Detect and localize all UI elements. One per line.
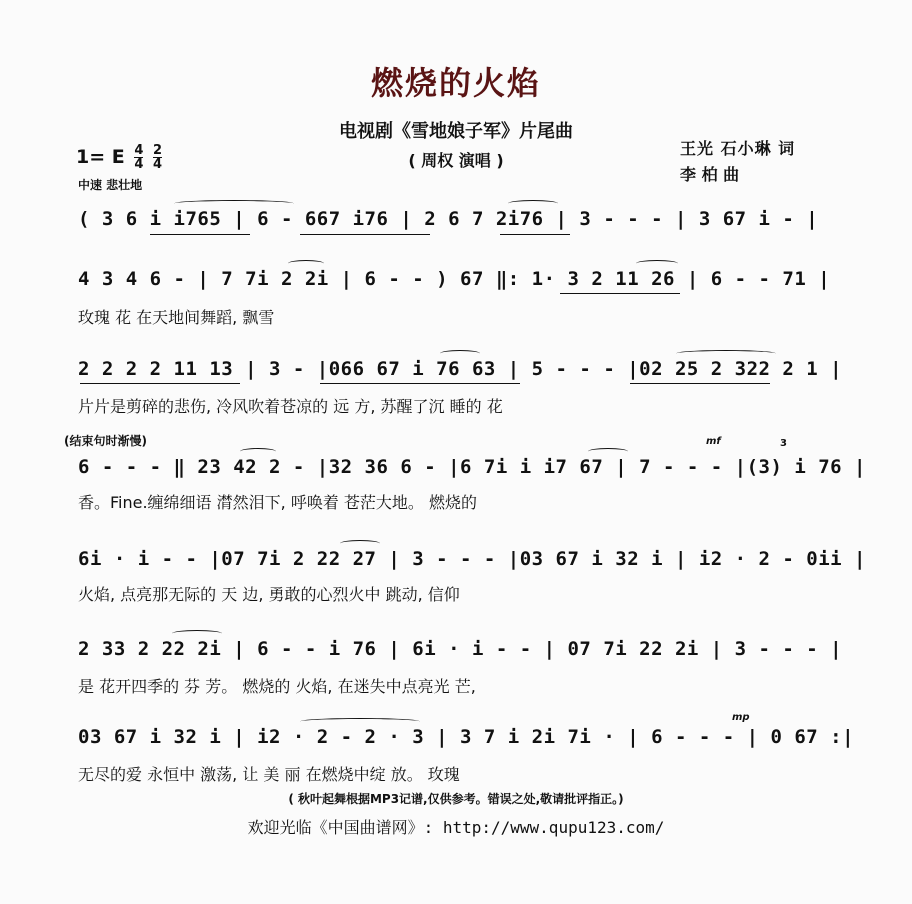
song-title: 燃烧的火焰 bbox=[370, 64, 541, 102]
notation-line-1: ( 3 6 i i765 | 6 - 667 i76 | 2 6 7 2i76 | 3 - - - | 3 67 i - | bbox=[78, 208, 819, 230]
slur bbox=[676, 350, 776, 357]
beam-line bbox=[80, 383, 240, 384]
triplet-mark: 3 bbox=[780, 438, 787, 449]
beam-line bbox=[500, 234, 570, 235]
notation-line-5: 6i · i - - |07 7i 2 22 27 | 3 - - - |03 67 i 32 i | i2 · 2 - 0ii | bbox=[78, 548, 866, 570]
singer-credit: ( 周权 演唱 ) bbox=[408, 151, 504, 170]
website-welcome: 欢迎光临《中国曲谱网》: http://www.qupu123.com/ bbox=[247, 818, 665, 837]
beam-line bbox=[560, 293, 680, 294]
lyricist-credit: 王光 石小琳 词 bbox=[680, 139, 796, 158]
composer-credit: 李 柏 曲 bbox=[680, 165, 740, 184]
lyric-line-5: 火焰, 点亮那无际的 天 边, 勇敢的心烈火中 跳动, 信仰 bbox=[78, 585, 460, 604]
lyric-line-2: 玫瑰 花 在天地间舞蹈, 飘雪 bbox=[78, 308, 275, 327]
beam-line bbox=[300, 234, 430, 235]
slur bbox=[588, 448, 628, 455]
transcription-note: ( 秋叶起舞根据MP3记谱,仅供参考。错误之处,敬请批评指正。) bbox=[288, 792, 624, 806]
slur bbox=[240, 448, 276, 455]
time1-bottom: 4 bbox=[134, 157, 144, 172]
slur bbox=[300, 718, 420, 725]
dynamic-mp: mp bbox=[732, 712, 750, 723]
slur bbox=[440, 350, 480, 357]
time2-top: 2 bbox=[153, 143, 163, 158]
slur bbox=[172, 630, 222, 637]
dynamic-mf: mf bbox=[706, 436, 721, 447]
key-signature bbox=[76, 144, 162, 171]
lyric-line-7: 无尽的爱 永恒中 激荡, 让 美 丽 在燃烧中绽 放。 玫瑰 bbox=[78, 765, 460, 784]
slur bbox=[508, 200, 558, 207]
notation-line-7: 03 67 i 32 i | i2 · 2 - 2 · 3 | 3 7 i 2i 7i · | 6 - - - | 0 67 :| bbox=[78, 726, 855, 748]
notation-line-6: 2 33 2 22 2i | 6 - - i 76 | 6i · i - - | 07 7i 22 2i | 3 - - - | bbox=[78, 638, 843, 660]
lyric-line-3: 片片是剪碎的悲伤, 冷风吹着苍凉的 远 方, 苏醒了沉 睡的 花 bbox=[78, 397, 503, 416]
time1-top: 4 bbox=[134, 143, 144, 158]
key-label: 1= E bbox=[76, 146, 125, 168]
notation-line-4: 6 - - - ‖ 23 42 2 - |32 36 6 - |6 7i i i7 67 | 7 - - - |(3) i 76 | bbox=[78, 456, 866, 478]
slur bbox=[636, 260, 678, 267]
tempo-marking: 中速 悲壮地 bbox=[78, 178, 143, 192]
notation-line-3: 2 2 2 2 11 13 | 3 - |066 67 i 76 63 | 5 - - - |02 25 2 322 2 1 | bbox=[78, 358, 843, 380]
notation-line-2: 4 3 4 6 - | 7 7i 2 2i | 6 - - ) 67 ‖: 1· 3 2 11 26 | 6 - - 71 | bbox=[78, 268, 831, 290]
slur bbox=[288, 260, 324, 267]
lyric-line-4: 香。Fine.缠绵细语 潸然泪下, 呼唤着 苍茫大地。 燃烧的 bbox=[78, 493, 477, 512]
time-signature-1 bbox=[134, 144, 143, 171]
lyric-line-6: 是 花开四季的 芬 芳。 燃烧的 火焰, 在迷失中点亮光 芒, bbox=[78, 677, 476, 696]
time-signature-2 bbox=[153, 144, 162, 171]
slur bbox=[340, 540, 380, 547]
beam-line bbox=[630, 383, 770, 384]
ending-annotation: (结束句时渐慢) bbox=[64, 434, 147, 448]
beam-line bbox=[320, 383, 520, 384]
slur bbox=[174, 200, 294, 207]
time2-bottom: 4 bbox=[153, 157, 163, 172]
beam-line bbox=[150, 234, 250, 235]
song-subtitle: 电视剧《雪地娘子军》片尾曲 bbox=[339, 121, 573, 142]
